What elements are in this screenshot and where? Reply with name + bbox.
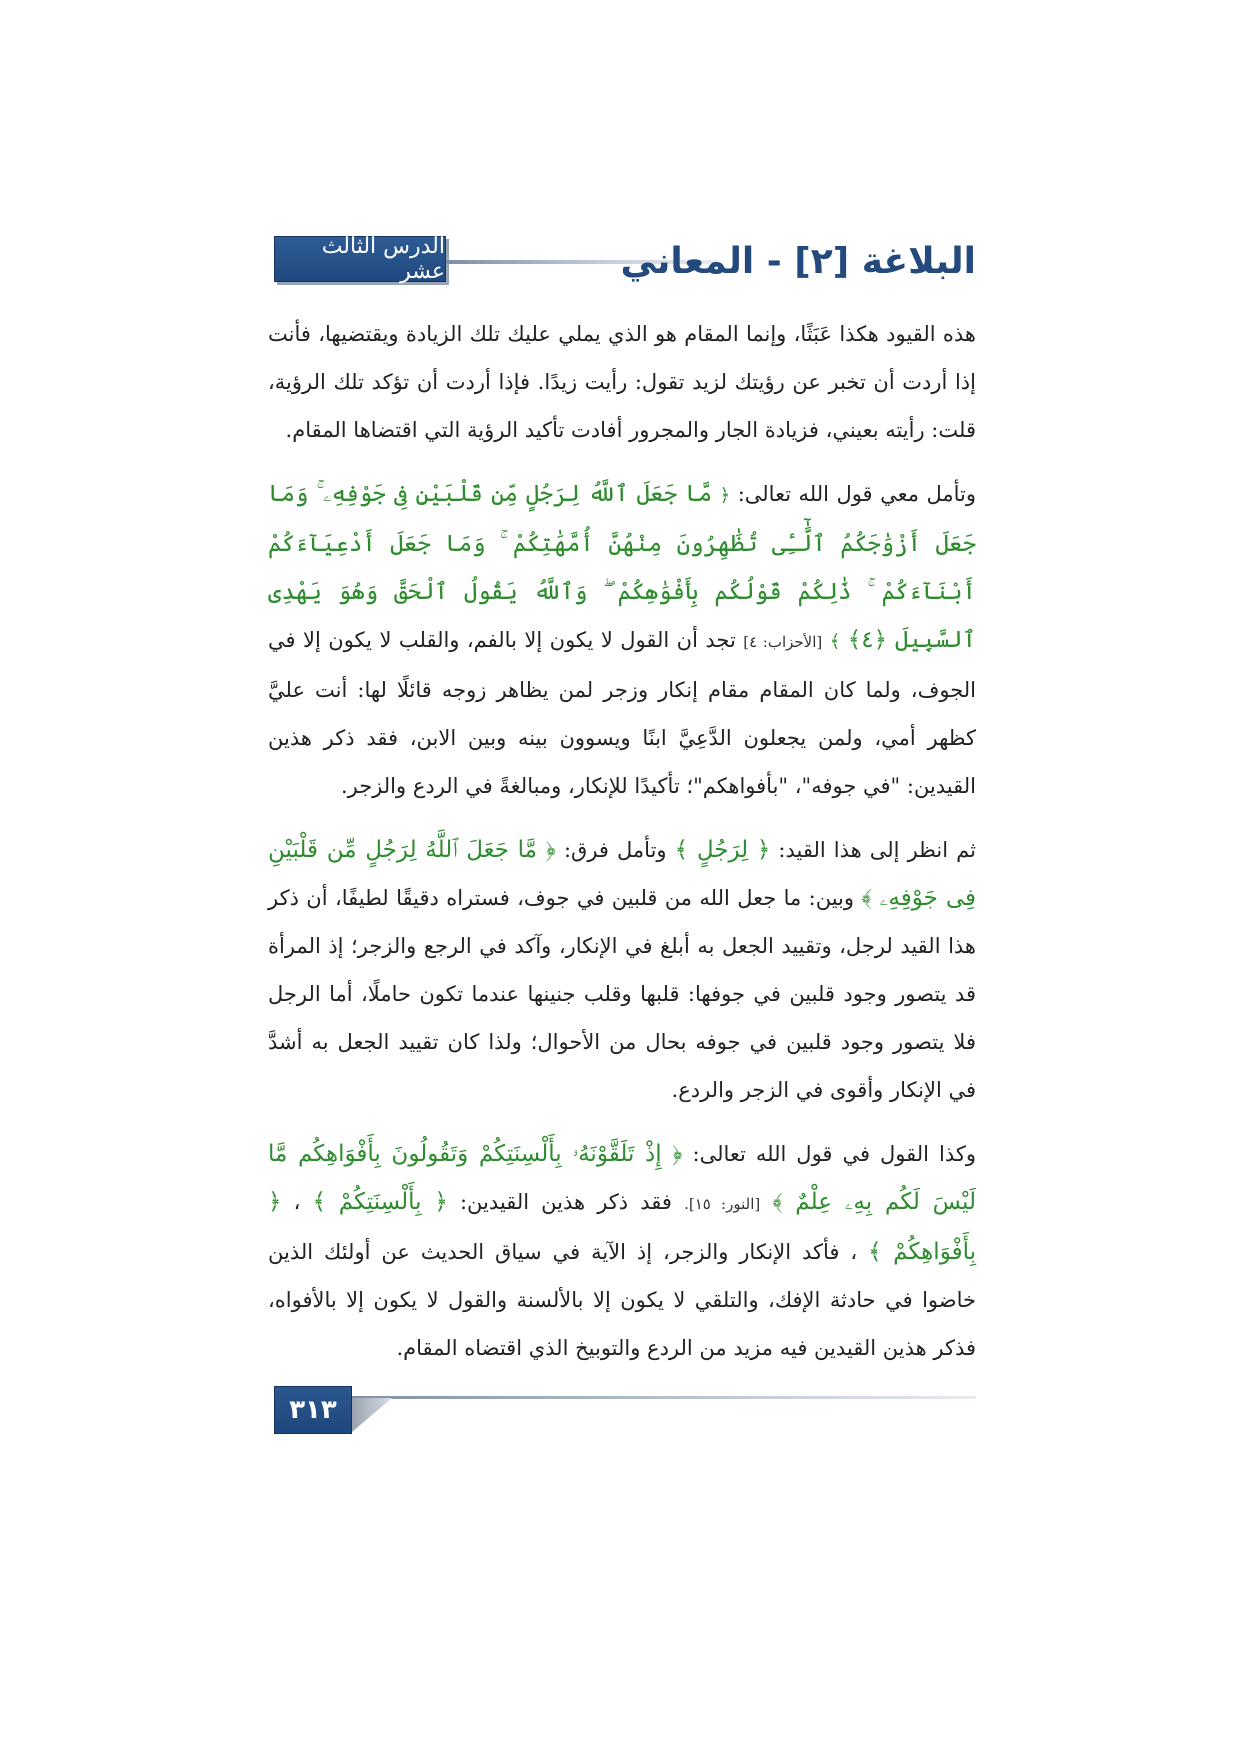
page-number-shadow xyxy=(352,1398,392,1432)
paragraph-4-separator: ، xyxy=(293,1190,301,1214)
page-footer xyxy=(268,1386,976,1436)
paragraph-4-mid: فقد ذكر هذين القيدين: xyxy=(459,1190,672,1214)
paragraph-3 xyxy=(268,826,976,1114)
paragraph-2-intro: وتأمل معي قول الله تعالى: xyxy=(737,482,976,506)
footer-divider xyxy=(352,1396,976,1399)
quran-word-afwahikum: ﴿ بِأَفْوَاهِكُمْ ﴾ xyxy=(268,1189,976,1265)
lesson-label: الدرس الثالث عشر xyxy=(321,234,445,284)
paragraph-4-rest: ، فأكد الإنكار والزجر، إذ الآية في سياق الحديث عن أولئك الذين خاضوا في حادثة الإفك، والتلقي لا يكون إلا بالألسنة والقول لا يكون إلا بالأفواه، فذكر هذين القيدين فيه مزيد من الردع والتوبيخ الذي اقتضاه المقام. xyxy=(268,1240,976,1360)
page-header xyxy=(268,232,976,290)
paragraph-2-rest: تجد أن القول لا يكون إلا بالفم، والقلب لا يكون إلا في الجوف، ولما كان المقام مقام إنكار وزجر لمن يظاهر زوجه قائلًا لها: أنت عليَّ كظهر أمي، ولمن يجعلون الدَّعِيَّ ابنًا ويسوون بينه وبين الابن، فقد ذكر هذين القيدين: "في جوفه"، "بأفواهكم"؛ تأكيدًا للإنكار، ومبالغةً في الردع والزجر. xyxy=(268,628,976,798)
quran-word-rajul: ﴿ لِرَجُلٍ ﴾ xyxy=(674,837,771,863)
paragraph-1: هذه القيود هكذا عَبَثًا، وإنما المقام هو الذي يملي عليك تلك الزيادة ويقتضيها، فأنت إذا أردت أن تخبر عن رؤيتك لزيد تقول: رأيت زيدًا. فإذا أردت أن تؤكد تلك الرؤية، قلت: رأيته بعيني، فزيادة الجار والمجرور أفادت تأكيد الرؤية التي اقتضاها المقام. xyxy=(268,322,976,442)
ornate-bracket-open: ﴿ xyxy=(719,485,731,506)
quran-verse-qalbayn: ﴿ مَّا جَعَلَ ٱللَّهُ لِرَجُلٍ مِّن قَلْبَيْنِ فِى جَوْفِهِۦ ﴾ xyxy=(268,837,976,911)
paragraph-4 xyxy=(268,1130,976,1372)
paragraph-3-intro: ثم انظر إلى هذا القيد: xyxy=(778,838,976,862)
page-body xyxy=(268,310,976,1388)
verse-source-nur: [النور: ١٥]. xyxy=(684,1195,761,1213)
paragraph-3-mid: وتأمل فرق: xyxy=(563,838,667,862)
lesson-label-box xyxy=(274,236,446,282)
ornate-bracket-close: ﴾ xyxy=(829,631,841,652)
quran-verse-nur: ﴿ إِذْ تَلَقَّوْنَهُۥ بِأَلْسِنَتِكُمْ وَتَقُولُونَ بِأَفْوَاهِكُم مَّا لَيْسَ لَكُم بِهِۦ عِلْمٌ ﴾ xyxy=(268,1141,976,1215)
book-title: البلاغة [٢] - المعاني xyxy=(620,240,976,282)
quran-word-alsinatikum: ﴿ بِأَلْسِنَتِكُمْ ﴾ xyxy=(312,1189,448,1215)
quran-verse-ahzab: مَّا جَعَلَ ٱللَّهُ لِرَجُلٍ مِّن قَلْبَيْنِ فِى جَوْفِهِۦ ۚ وَمَا جَعَلَ أَزْوَٰجَكُمُ ٱلَّٰٓـِٔى تُظَٰهِرُونَ مِنْهُنَّ أُمَّهَٰتِكُمْ ۚ وَمَا جَعَلَ أَدْعِيَآءَكُمْ أَبْنَآءَكُمْ ۚ ذَٰلِكُمْ قَوْلُكُم بِأَفْوَٰهِكُمْ ۖ وَٱللَّهُ يَقُولُ ٱلْحَقَّ وَهُوَ يَهْدِى ٱلسَّبِيلَ ﴿٤﴾ xyxy=(268,481,977,653)
paragraph-2 xyxy=(268,470,976,810)
page-number: ٣١٣ xyxy=(274,1386,352,1434)
paragraph-3-rest: وبين: ما جعل الله من قلبين في جوف، فستراه دقيقًا لطيفًا، أن ذكر هذا القيد لرجل، وتقييد الجعل به أبلغ في الإنكار، وآكد في الرجع والزجر؛ إذ المرأة قد يتصور وجود قلبين في جوفها: قلبها وقلب جنينها عندما تكون حاملًا، أما الرجل فلا يتصور وجود قلبين في جوفه بحال من الأحوال؛ ولذا كان تقييد الجعل به أشدَّ في الإنكار وأقوى في الزجر والردع. xyxy=(268,886,976,1102)
paragraph-4-intro: وكذا القول في قول الله تعالى: xyxy=(692,1142,976,1166)
verse-source-ahzab: [الأحزاب: ٤] xyxy=(743,633,823,651)
